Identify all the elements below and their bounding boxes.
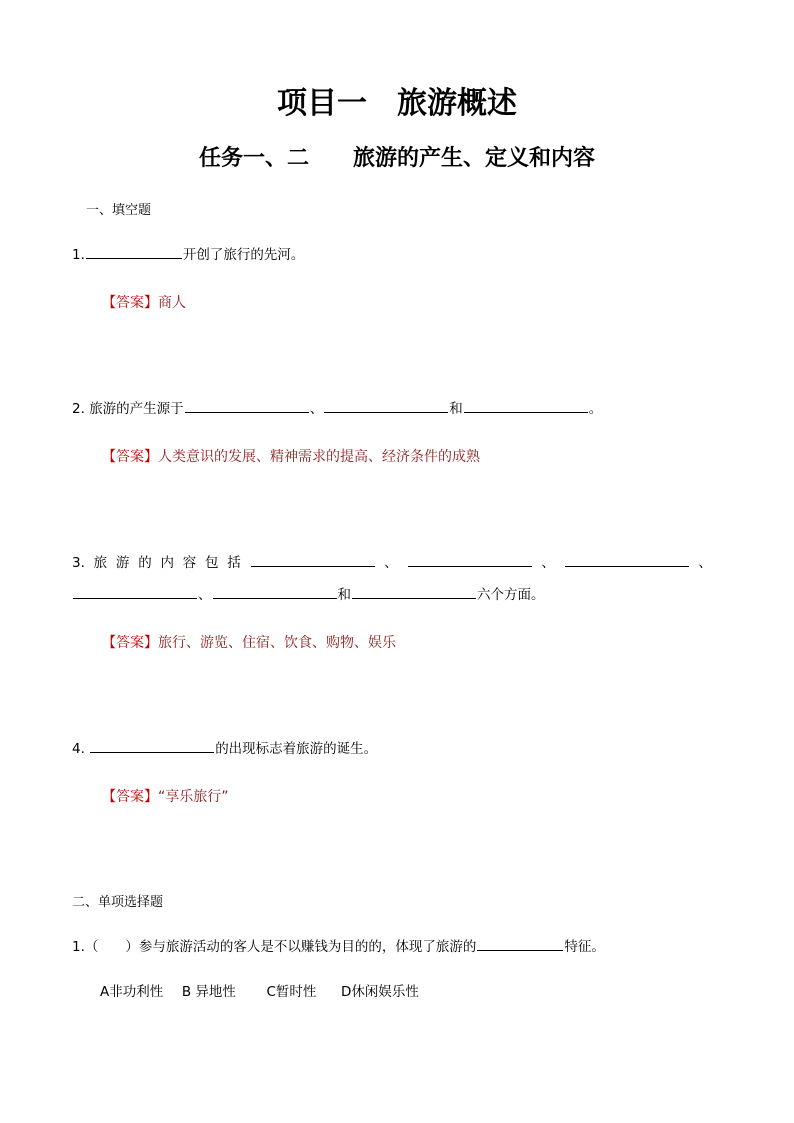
answer-blank[interactable]: [464, 398, 588, 413]
answer-parentheses[interactable]: （ ）: [84, 939, 139, 955]
answer-blank[interactable]: [324, 398, 448, 413]
page-subtitle: 任务一、二 旅游的产生、定义和内容: [198, 145, 595, 171]
question-suffix: 六个方面。: [477, 587, 545, 603]
answer-4: [102, 786, 229, 806]
question-number: 2.: [72, 401, 85, 417]
question-char: 包: [204, 555, 219, 571]
question-text: 参与旅游活动的客人是不以赚钱为目的的，体现了旅游的: [138, 939, 477, 955]
separator: 、: [698, 555, 712, 571]
question-suffix: 。: [588, 401, 603, 417]
section-fill-in-heading: 一、填空题: [86, 203, 152, 218]
question-char: 游: [115, 555, 130, 571]
answer-text: 旅行、游览、住宿、饮食、购物、娱乐: [158, 635, 396, 651]
separator-and: 和: [337, 587, 351, 603]
answer-1: [102, 292, 186, 312]
separator-and: 和: [449, 401, 463, 417]
answer-label: 【答案】: [102, 789, 158, 805]
option-c[interactable]: C暂时性: [266, 984, 317, 1000]
question-number: 3.: [72, 555, 85, 571]
mc-options: [100, 980, 419, 1000]
separator: 、: [541, 555, 555, 571]
page-title: 项目一 旅游概述: [277, 86, 517, 121]
answer-text: 人类意识的发展、精神需求的提高、经济条件的成熟: [158, 449, 480, 465]
question-char: 括: [227, 555, 241, 571]
question-3-line-1: [72, 551, 712, 571]
option-a[interactable]: A非功利性: [100, 984, 164, 1000]
separator: 、: [384, 555, 398, 571]
question-char: 旅: [93, 555, 108, 571]
separator: 、: [309, 401, 324, 417]
answer-blank[interactable]: [408, 552, 532, 567]
answer-blank[interactable]: [86, 244, 182, 259]
question-4: [72, 737, 377, 757]
answer-text: 商人: [158, 295, 186, 311]
answer-label: 【答案】: [102, 295, 158, 311]
question-text: 的出现标志着旅游的诞生。: [215, 741, 378, 757]
answer-blank[interactable]: [90, 738, 214, 753]
question-char: 容: [182, 555, 197, 571]
answer-text: “享乐旅行”: [158, 789, 229, 805]
answer-blank[interactable]: [251, 552, 375, 567]
answer-blank[interactable]: [352, 584, 476, 599]
question-prefix: 旅游的产生源于: [89, 401, 184, 417]
question-2: [72, 397, 602, 417]
answer-blank[interactable]: [477, 936, 563, 951]
question-1: [72, 243, 304, 263]
question-suffix: 特征。: [564, 939, 605, 955]
question-char: 的: [138, 555, 152, 571]
answer-blank[interactable]: [565, 552, 689, 567]
question-number: 1.: [72, 247, 85, 263]
answer-blank[interactable]: [73, 584, 197, 599]
answer-blank[interactable]: [185, 398, 309, 413]
separator: 、: [198, 587, 212, 603]
question-char: 内: [160, 555, 174, 571]
option-d[interactable]: D休闲娱乐性: [341, 984, 419, 1000]
answer-label: 【答案】: [102, 635, 158, 651]
question-3-spread: [72, 551, 712, 571]
question-text: 开创了旅行的先河。: [182, 247, 305, 263]
answer-label: 【答案】: [102, 449, 158, 465]
question-number: 1.: [72, 939, 85, 955]
option-b[interactable]: B 异地性: [181, 984, 236, 1000]
answer-2: [102, 446, 480, 466]
section-multiple-choice-heading: 二、单项选择题: [72, 895, 164, 910]
answer-3: [102, 632, 396, 652]
answer-blank[interactable]: [213, 584, 337, 599]
question-3-line-2: [72, 583, 545, 603]
mc-question-1: [72, 935, 605, 955]
question-number: 4.: [72, 741, 85, 757]
